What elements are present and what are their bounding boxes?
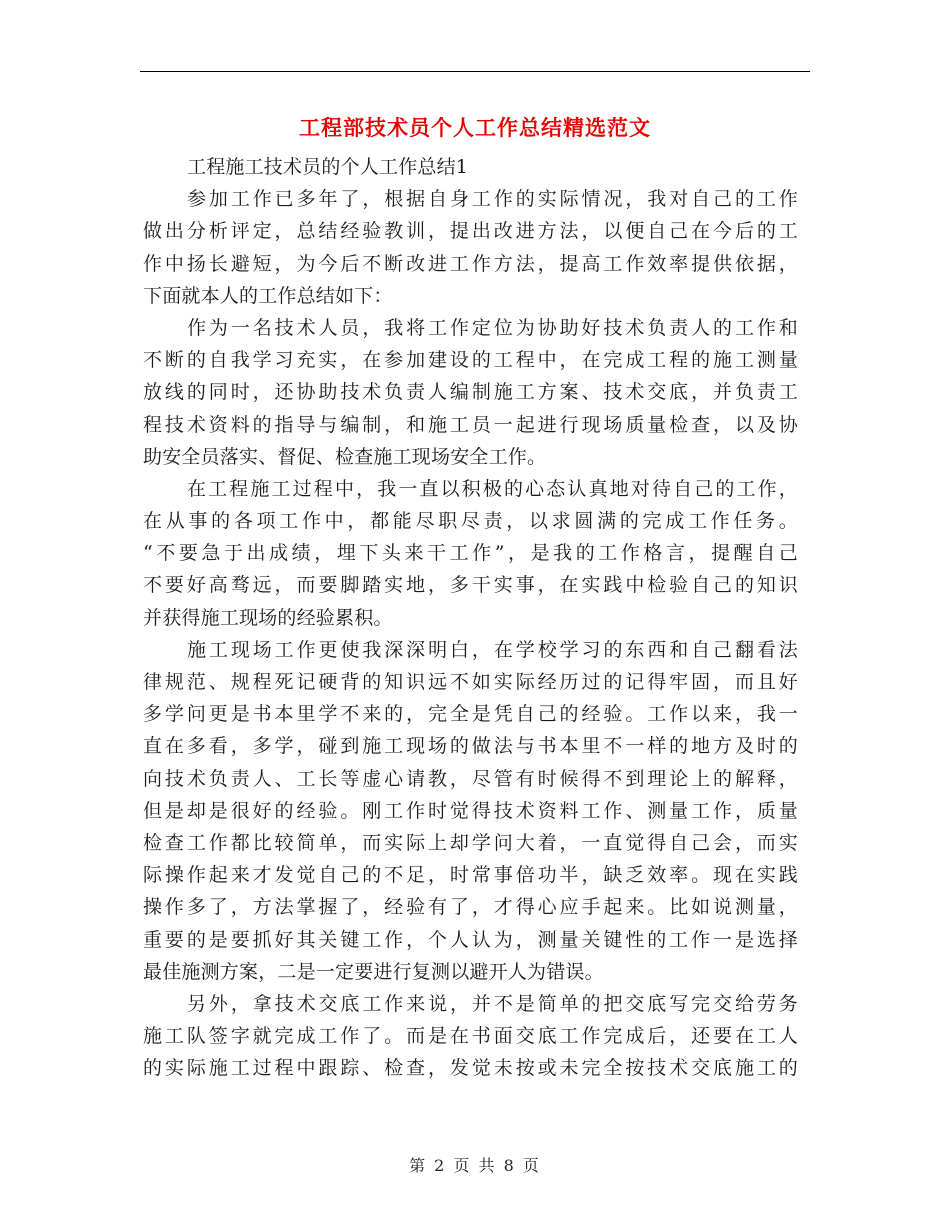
paragraph-line: 下面就本人的工作总结如下： xyxy=(143,284,393,307)
paragraph xyxy=(143,183,798,312)
paragraph-line: 检查工作都比较简单，而实际上却学问大着，一直觉得自己会，而实 xyxy=(143,831,798,854)
paragraph xyxy=(143,312,798,473)
paragraph-line: 的实际施工过程中跟踪、检查，发觉未按或未完全按技术交底施工的 xyxy=(143,1057,798,1080)
paragraph-line: 在从事的各项工作中，都能尽职尽责，以求圆满的完成工作任务。 xyxy=(143,510,798,533)
paragraph-line: 律规范、规程死记硬背的知识远不如实际经历过的记得牢固，而且好 xyxy=(143,671,798,693)
paragraph-line: 在工程施工过程中，我一直以积极的心态认真地对待自己的工作， xyxy=(187,477,798,500)
paragraph-line: 程技术资料的指导与编制，和施工员一起进行现场质量检查，以及协 xyxy=(143,413,798,436)
section-subtitle: 工程施工技术员的个人工作总结1 xyxy=(187,156,469,178)
paragraph-line: 向技术负责人、工长等虚心请教，尽管有时候得不到理论上的解释， xyxy=(143,767,798,790)
paragraph-line: 放线的同时，还协助技术负责人编制施工方案、技术交底，并负责工 xyxy=(143,381,798,404)
paragraph-line: 施工队签字就完成工作了。而是在书面交底工作完成后，还要在工人 xyxy=(143,1025,798,1048)
paragraph-line: 不要好高骛远，而要脚踏实地，多干实事，在实践中检验自己的知识 xyxy=(143,574,798,597)
paragraph xyxy=(143,988,798,1085)
paragraph-line: “不要急于出成绩，埋下头来干工作”，是我的工作格言，提醒自己 xyxy=(143,542,798,565)
paragraph-line: 际操作起来才发觉自己的不足，时常事倍功半，缺乏效率。现在实践 xyxy=(143,864,798,887)
paragraph-list xyxy=(143,183,798,1084)
paragraph-line: 施工现场工作更使我深深明白，在学校学习的东西和自己翻看法 xyxy=(187,638,798,661)
paragraph-line: 做出分析评定，总结经验教训，提出改进方法，以便自己在今后的工 xyxy=(143,220,798,243)
header-rule xyxy=(140,71,810,72)
paragraph-line: 另外，拿技术交底工作来说，并不是简单的把交底写完交给劳务 xyxy=(187,992,798,1015)
paragraph-line: 直在多看，多学，碰到施工现场的做法与书本里不一样的地方及时的 xyxy=(143,735,798,758)
paragraph xyxy=(143,634,798,988)
paragraph-line: 最佳施测方案，二是一定要进行复测以避开人为错误。 xyxy=(143,960,604,983)
page-number: 第 2 页 共 8 页 xyxy=(409,1156,541,1175)
paragraph-line: 多学问更是书本里学不来的，完全是凭自己的经验。工作以来，我一 xyxy=(143,703,798,726)
paragraph xyxy=(143,473,798,634)
paragraph-line: 操作多了，方法掌握了，经验有了，才得心应手起来。比如说测量， xyxy=(143,896,798,919)
paragraph-line: 不断的自我学习充实，在参加建设的工程中，在完成工程的施工测量 xyxy=(143,349,798,372)
paragraph-line: 并获得施工现场的经验累积。 xyxy=(143,606,393,629)
paragraph-line: 助安全员落实、督促、检查施工现场安全工作。 xyxy=(143,445,547,468)
paragraph-line: 但是却是很好的经验。刚工作时觉得技术资料工作、测量工作，质量 xyxy=(143,799,798,822)
paragraph-line: 参加工作已多年了，根据自身工作的实际情况，我对自己的工作 xyxy=(187,188,798,211)
paragraph-line: 重要的是要抓好其关键工作，个人认为，测量关键性的工作一是选择 xyxy=(143,928,798,951)
paragraph-line: 作为一名技术人员，我将工作定位为协助好技术负责人的工作和 xyxy=(187,316,798,339)
paragraph-line: 作中扬长避短，为今后不断改进工作方法，提高工作效率提供依据， xyxy=(143,252,798,275)
document-body xyxy=(143,151,798,1084)
document-title: 工程部技术员个人工作总结精选范文 xyxy=(299,115,651,140)
